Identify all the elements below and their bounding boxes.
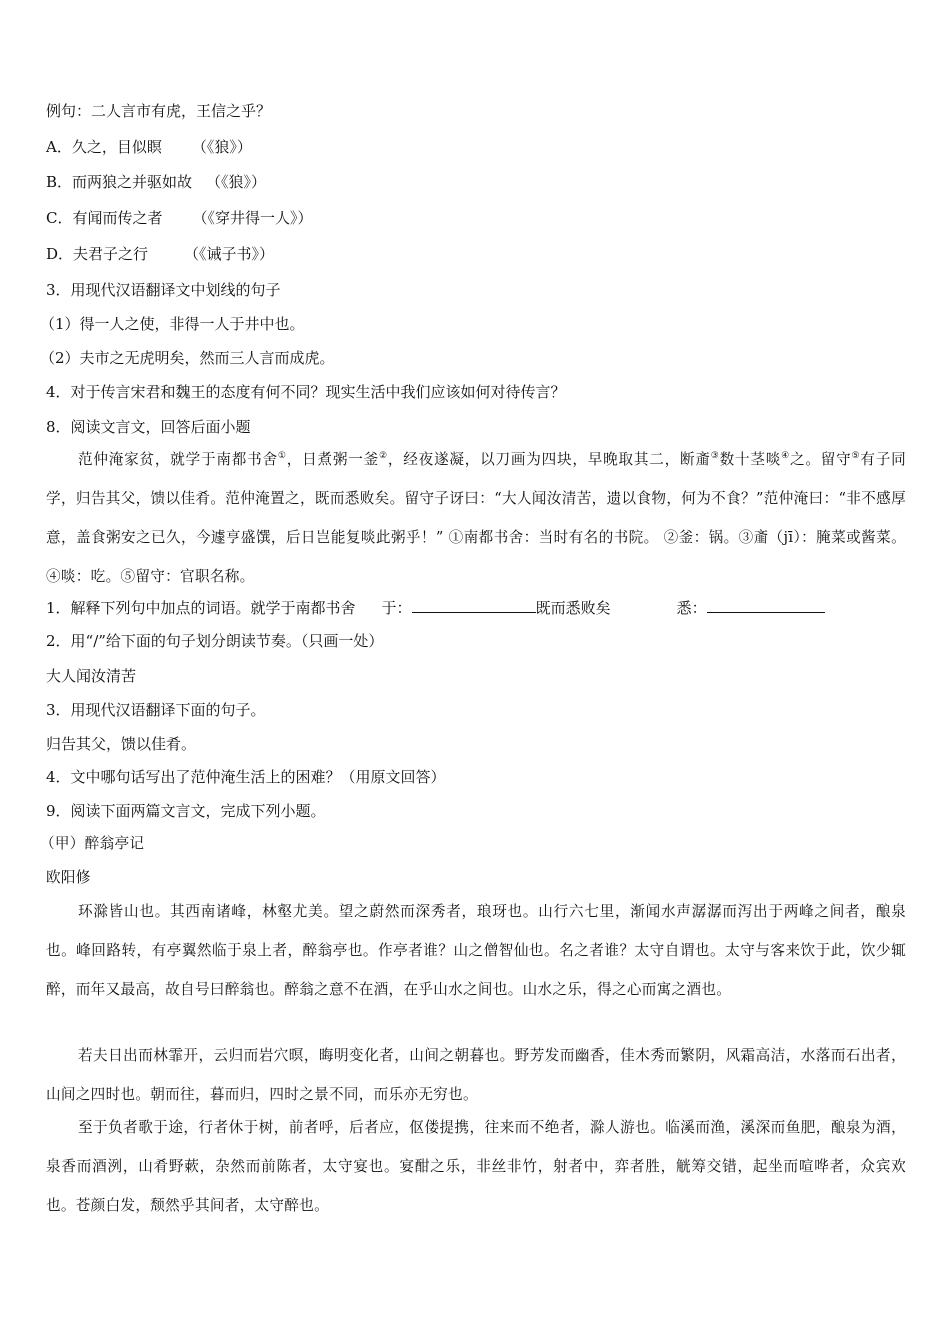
passage-part: 范仲淹家贫，就学于南都书舍 (78, 451, 278, 468)
option-text: A．久之，目似瞑 (46, 138, 162, 156)
q1-mid: 既而悉败矣 (535, 599, 611, 617)
passage-part: 数十茎啖 (719, 451, 782, 468)
note-mark: ② (379, 451, 388, 462)
option-text: D．夫君子之行 (46, 245, 149, 263)
q2-option-d (46, 244, 274, 264)
p9-para-2: 若夫日出而林霏开，云归而岩穴暝，晦明变化者，山间之朝暮也。野芳发而幽香，佳木秀而繁阴，风霜高洁，水落而石出者，山间之四时也。朝而往，暮而归，四时之景不同，而乐亦无穷也。 (46, 1047, 906, 1103)
q3-item-1: （1）得一人之使，非得一人于井中也。 (40, 315, 305, 333)
answer-blank-2[interactable] (707, 596, 825, 613)
option-source: （《诫子书》） (184, 245, 275, 263)
q1-word2: 悉： (676, 599, 707, 617)
option-source: （《狼》） (191, 138, 252, 156)
option-source: （《穿井得一人》） (192, 209, 313, 227)
p8-q1 (46, 596, 825, 618)
p9-author: 欧阳修 (46, 869, 91, 886)
p8-passage (46, 440, 906, 596)
p9-subtitle: （甲）醉翁亭记 (40, 835, 145, 852)
option-text: B．而两狼之并驱如故 (46, 173, 193, 191)
passage-part: 之。留守 (790, 451, 852, 468)
p9-para-3: 至于负者歌于途，行者休于树，前者呼，后者应，伛偻提携，往来而不绝者，滁人游也。临溪而渔，溪深而鱼肥，酿泉为酒，泉香而酒洌，山肴野蔌，杂然而前陈者，太守宴也。宴酣之乐，非丝非竹，射者中，弈者胜，觥筹交错，起坐而喧哗者，众宾欢也。苍颜白发，颓然乎其间者，太守醉也。 (46, 1119, 906, 1214)
option-text: C．有闻而传之者 (46, 209, 163, 227)
q2-option-c (46, 208, 313, 228)
q3-item-2: （2）夫市之无虎明矣，然而三人言而成虎。 (40, 349, 335, 367)
p8-q3-sentence: 归告其父，馈以佳肴。 (46, 735, 197, 753)
q2-example: 例句：二人言市有虎，王信之乎？ (46, 102, 272, 120)
note-mark: ③ (710, 451, 720, 462)
q3-title: 3．用现代汉语翻译文中划线的句子 (46, 281, 281, 299)
p8-q3: 3．用现代汉语翻译下面的句子。 (46, 701, 266, 719)
p8-title: 8．阅读文言文，回答后面小题 (46, 418, 251, 436)
q2-option-a (46, 137, 252, 157)
option-source: （《狼》） (206, 173, 267, 191)
passage-part: ，日煮粥一釜 (286, 451, 380, 468)
p9-para-1: 环滁皆山也。其西南诸峰，林壑尤美。望之蔚然而深秀者，琅玡也。山行六七里，渐闻水声潺潺而泻出于两峰之间者，酿泉也。峰回路转，有亭翼然临于泉上者，醉翁亭也。作亭者谁？山之僧智仙也。名之者谁？太守自谓也。太守与客来饮于此，饮少辄醉，而年又最高，故自号曰醉翁也。醉翁之意不在酒，在乎山水之间也。山水之乐，得之心而寓之酒也。 (46, 903, 906, 998)
p8-q4: 4．文中哪句话写出了范仲淹生活上的困难？（用原文回答） (46, 768, 446, 786)
q1-label: 1．解释下列句中加点的词语。就学于南都书舍 (46, 599, 356, 617)
note-mark: ⑤ (851, 451, 861, 462)
p8-q2: 2．用“/”给下面的句子划分朗读节奏。（只画一处） (46, 632, 384, 650)
passage-part: 有子同学，归告其父，馈以佳肴。范仲淹置之，既而悉败矣。留守子讶曰：“大人闻汝清苦，遗以食物，何为不食？”范仲淹曰：“非不感厚意，盖食粥安之已久，今遽亨盛馔，后日岂能复啖此粥乎！” ①南都书舍：当时有名的书院。 ②釜：锅。③齑（jī）：腌菜或酱菜。④啖：吃。⑤留守：官职名称。 (46, 451, 907, 585)
note-mark: ① (277, 451, 287, 462)
q1-word1: 于： (381, 599, 412, 617)
passage-part: ，经夜遂凝，以刀画为四块，早晚取其二，断齑 (387, 451, 711, 468)
p8-q2-sentence: 大人闻汝清苦 (46, 667, 137, 685)
note-mark: ④ (781, 451, 790, 462)
p9-title: 9．阅读下面两篇文言文，完成下列小题。 (46, 802, 326, 820)
answer-blank-1[interactable] (412, 596, 536, 613)
q2-option-b (46, 172, 266, 192)
q4-question: 4．对于传言宋君和魏王的态度有何不同？现实生活中我们应该如何对待传言？ (46, 383, 566, 401)
